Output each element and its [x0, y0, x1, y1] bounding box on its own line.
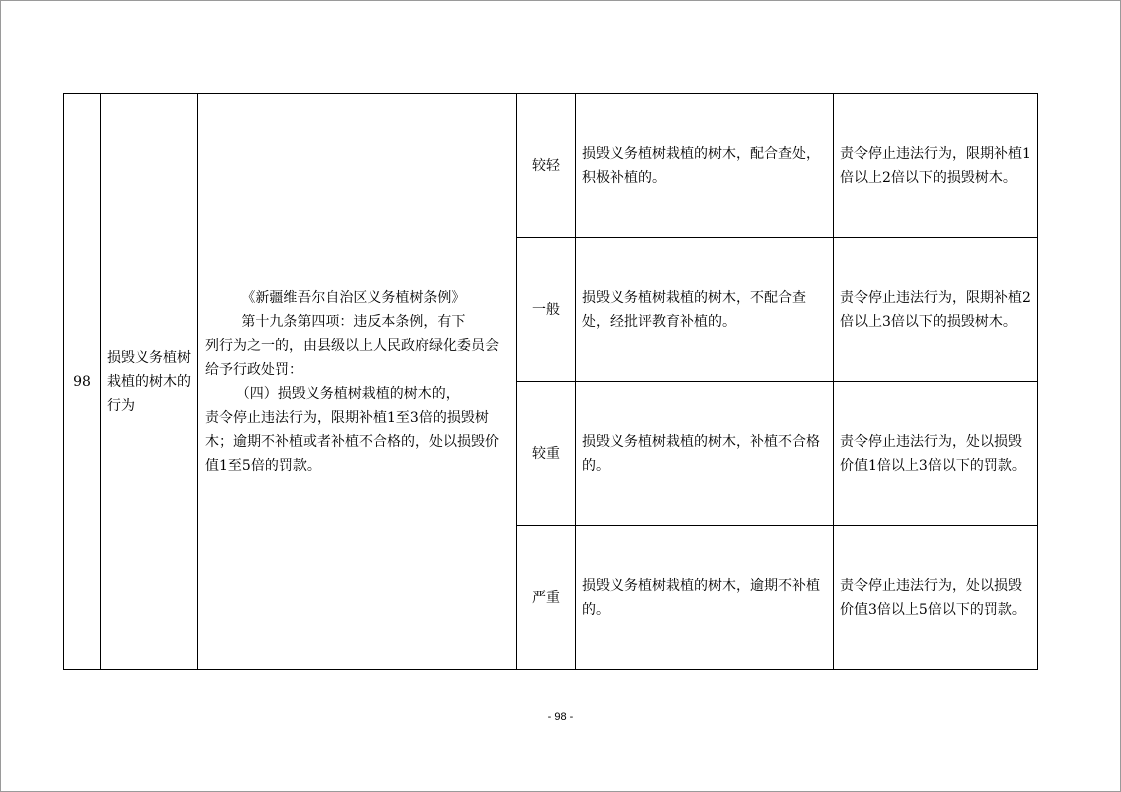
- violation-act-cell: 损毁义务植树栽植的树木的行为: [101, 94, 198, 670]
- penalty-standard-table: [63, 93, 1038, 670]
- row-number-cell: 98: [64, 94, 101, 670]
- law-title: 《新疆维吾尔自治区义务植树条例》: [241, 289, 466, 306]
- law-item-continuation: 责令停止违法行为，限期补植1至3倍的损毁树木；逾期不补植或者补植不合格的，处以损毁价值1至5倍的罚款。: [205, 409, 499, 474]
- circumstance-cell: 损毁义务植树栽植的树木，配合查处，积极补植的。: [576, 94, 834, 238]
- law-item: （四）损毁义务植树栽植的树木的，: [235, 385, 460, 402]
- law-article: 第十九条第四项：违反本条例，有下: [241, 313, 466, 330]
- level-cell: 较轻: [517, 94, 576, 238]
- penalty-standard-cell: 责令停止违法行为，处以损毁价值3倍以上5倍以下的罚款。: [834, 526, 1038, 670]
- page-number: - 98 -: [547, 711, 574, 723]
- level-cell: 较重: [517, 382, 576, 526]
- penalty-standard-cell: 责令停止违法行为，处以损毁价值1倍以上3倍以下的罚款。: [834, 382, 1038, 526]
- level-cell: 严重: [517, 526, 576, 670]
- circumstance-cell: 损毁义务植树栽植的树木，不配合查处，经批评教育补植的。: [576, 238, 834, 382]
- penalty-standard-cell: 责令停止违法行为，限期补植1倍以上2倍以下的损毁树木。: [834, 94, 1038, 238]
- legal-basis-cell: [198, 94, 517, 670]
- circumstance-cell: 损毁义务植树栽植的树木，逾期不补植的。: [576, 526, 834, 670]
- level-cell: 一般: [517, 238, 576, 382]
- circumstance-cell: 损毁义务植树栽植的树木，补植不合格的。: [576, 382, 834, 526]
- penalty-standard-cell: 责令停止违法行为，限期补植2倍以上3倍以下的损毁树木。: [834, 238, 1038, 382]
- law-article-continuation: 列行为之一的，由县级以上人民政府绿化委员会给予行政处罚：: [205, 337, 499, 378]
- table-row: [64, 94, 1038, 238]
